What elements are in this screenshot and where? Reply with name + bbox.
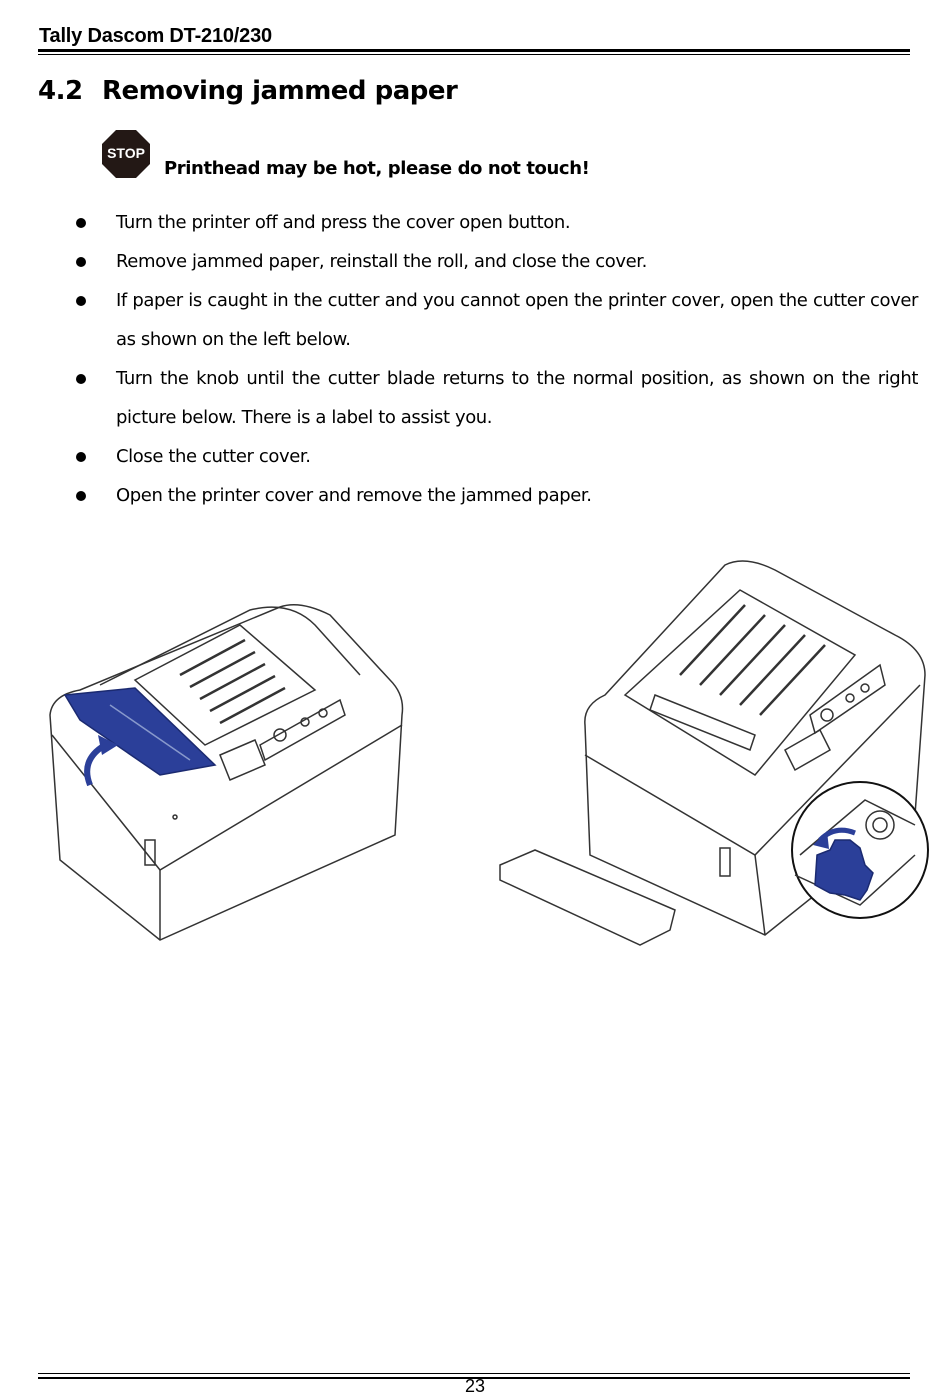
stop-sign-icon	[102, 130, 150, 178]
section-heading	[38, 76, 457, 106]
figure-open-cutter-cover	[40, 595, 410, 950]
list-item: Close the cutter cover.	[0, 437, 918, 476]
figure-turn-cutter-knob	[495, 555, 930, 950]
bullet-icon	[76, 452, 86, 462]
steps-list	[0, 203, 918, 515]
section-number: 4.2	[38, 76, 83, 106]
header-rule-thin	[38, 54, 910, 55]
list-item: Turn the printer off and press the cover open button.	[0, 203, 918, 242]
section-title: Removing jammed paper	[102, 76, 458, 106]
footer-rule-thin	[38, 1373, 910, 1374]
bullet-icon	[76, 374, 86, 384]
page-number: 23	[464, 1376, 486, 1396]
bullet-icon	[76, 257, 86, 267]
warning-text: Printhead may be hot, please do not touch!	[164, 158, 590, 179]
header-rule	[38, 49, 910, 52]
running-header: Tally Dascom DT-210/230	[39, 25, 272, 47]
bullet-icon	[76, 491, 86, 501]
list-item: Open the printer cover and remove the jammed paper.	[0, 476, 918, 515]
stop-sign-label: STOP	[107, 145, 145, 161]
bullet-icon	[76, 218, 86, 228]
bullet-icon	[76, 296, 86, 306]
list-item: If paper is caught in the cutter and you cannot open the printer cover, open the cutter cover as shown on the left below.	[0, 281, 918, 359]
list-item: Turn the knob until the cutter blade returns to the normal position, as shown on the right picture below. There is a label to assist you.	[0, 359, 918, 437]
list-item: Remove jammed paper, reinstall the roll, and close the cover.	[0, 242, 918, 281]
